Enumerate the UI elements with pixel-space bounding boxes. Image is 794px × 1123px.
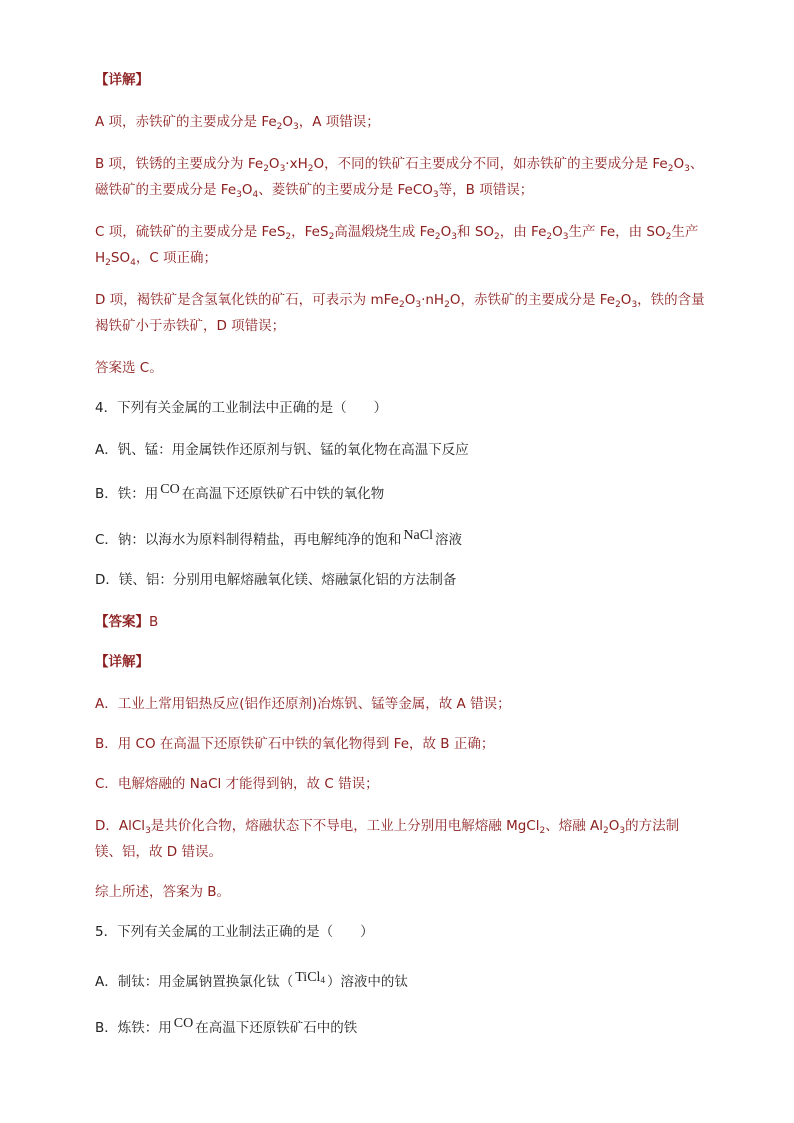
formula-co: CO — [173, 1016, 194, 1031]
question-4-explain-b: B．用 CO 在高温下还原铁矿石中铁的氧化物得到 Fe，故 B 正确； — [95, 736, 495, 752]
question-5-option-a: A．制钛：用金属钠置换氯化钛（ TiCl$_4$ ）溶液中的钛 — [95, 970, 408, 990]
question-5-option-b: B．炼铁：用 CO 在高温下还原铁矿石中的铁 — [95, 1016, 358, 1036]
question-4-explain-d-line1: D．AlCl$_3$是共价化合物，熔融状态下不导电，工业上分别用电解熔融 MgCl$_2$、熔融 $Al_2O_3$的方法制 — [95, 818, 680, 836]
detail-answer: 答案选 C。 — [95, 360, 163, 376]
question-5-stem: 5．下列有关金属的工业制法正确的是（ ） — [95, 924, 374, 940]
question-4-explain-d-line2: 镁、铝，故 D 错误。 — [95, 844, 222, 860]
detail-heading: 【详解】 — [95, 72, 149, 88]
question-4-option-b: B．铁：用 CO 在高温下还原铁矿石中铁的氧化物 — [95, 482, 385, 502]
detail-item-c-line1: C 项，硫铁矿的主要成分是 FeS$_2$，FeS$_2$高温煅烧生成 $Fe_2O_3$和 $SO_2$，由 $Fe_2O_3$生产 Fe，由 $SO_2$生产 — [95, 224, 699, 242]
question-4-explain-c: C．电解熔融的 NaCl 才能得到钠，故 C 错误； — [95, 776, 379, 792]
detail-item-d-line2: 褐铁矿小于赤铁矿，D 项错误； — [95, 318, 286, 334]
formula-nacl: NaCl — [403, 528, 433, 543]
detail-item-b-line2: 磁铁矿的主要成分是 $Fe_3O_4$、菱铁矿的主要成分是 FeCO$_3$等，B 项错误； — [95, 182, 534, 200]
question-4-option-c: C．钠：以海水为原料制得精盐，再电解纯净的饱和 NaCl 溶液 — [95, 528, 462, 548]
formula-ticl4: TiCl$_4$ — [295, 970, 325, 985]
detail-item-a: A 项，赤铁矿的主要成分是 $Fe_2O_3$，A 项错误； — [95, 114, 380, 132]
detail-item-b-line1: B 项，铁锈的主要成分为 $Fe_2O_3\cdot xH_2O$，不同的铁矿石主要成分不同，如赤铁矿的主要成分是 $Fe_2O_3$、 — [95, 156, 704, 174]
question-4-answer: 【答案】B — [95, 614, 159, 630]
formula-co: CO — [160, 482, 180, 497]
question-4-stem: 4．下列有关金属的工业制法中正确的是（ ） — [95, 400, 388, 416]
question-4-detail-heading: 【详解】 — [95, 654, 149, 670]
question-4-summary: 综上所述，答案为 B。 — [95, 884, 231, 900]
question-4-explain-a: A．工业上常用铝热反应(铝作还原剂)冶炼钒、锰等金属，故 A 错误； — [95, 696, 511, 712]
question-4-option-d: D．镁、铝：分别用电解熔融氧化镁、熔融氯化铝的方法制备 — [95, 572, 457, 588]
detail-item-c-line2: $H_2SO_4$，C 项正确； — [95, 250, 218, 268]
question-4-option-a: A．钒、锰：用金属铁作还原剂与钒、锰的氧化物在高温下反应 — [95, 442, 469, 458]
detail-item-d-line1: D 项，褐铁矿是含氢氧化铁的矿石，可表示为 $mFe_2O_3\cdot nH_2O$，赤铁矿的主要成分是 $Fe_2O_3$，铁的含量 — [95, 292, 705, 310]
